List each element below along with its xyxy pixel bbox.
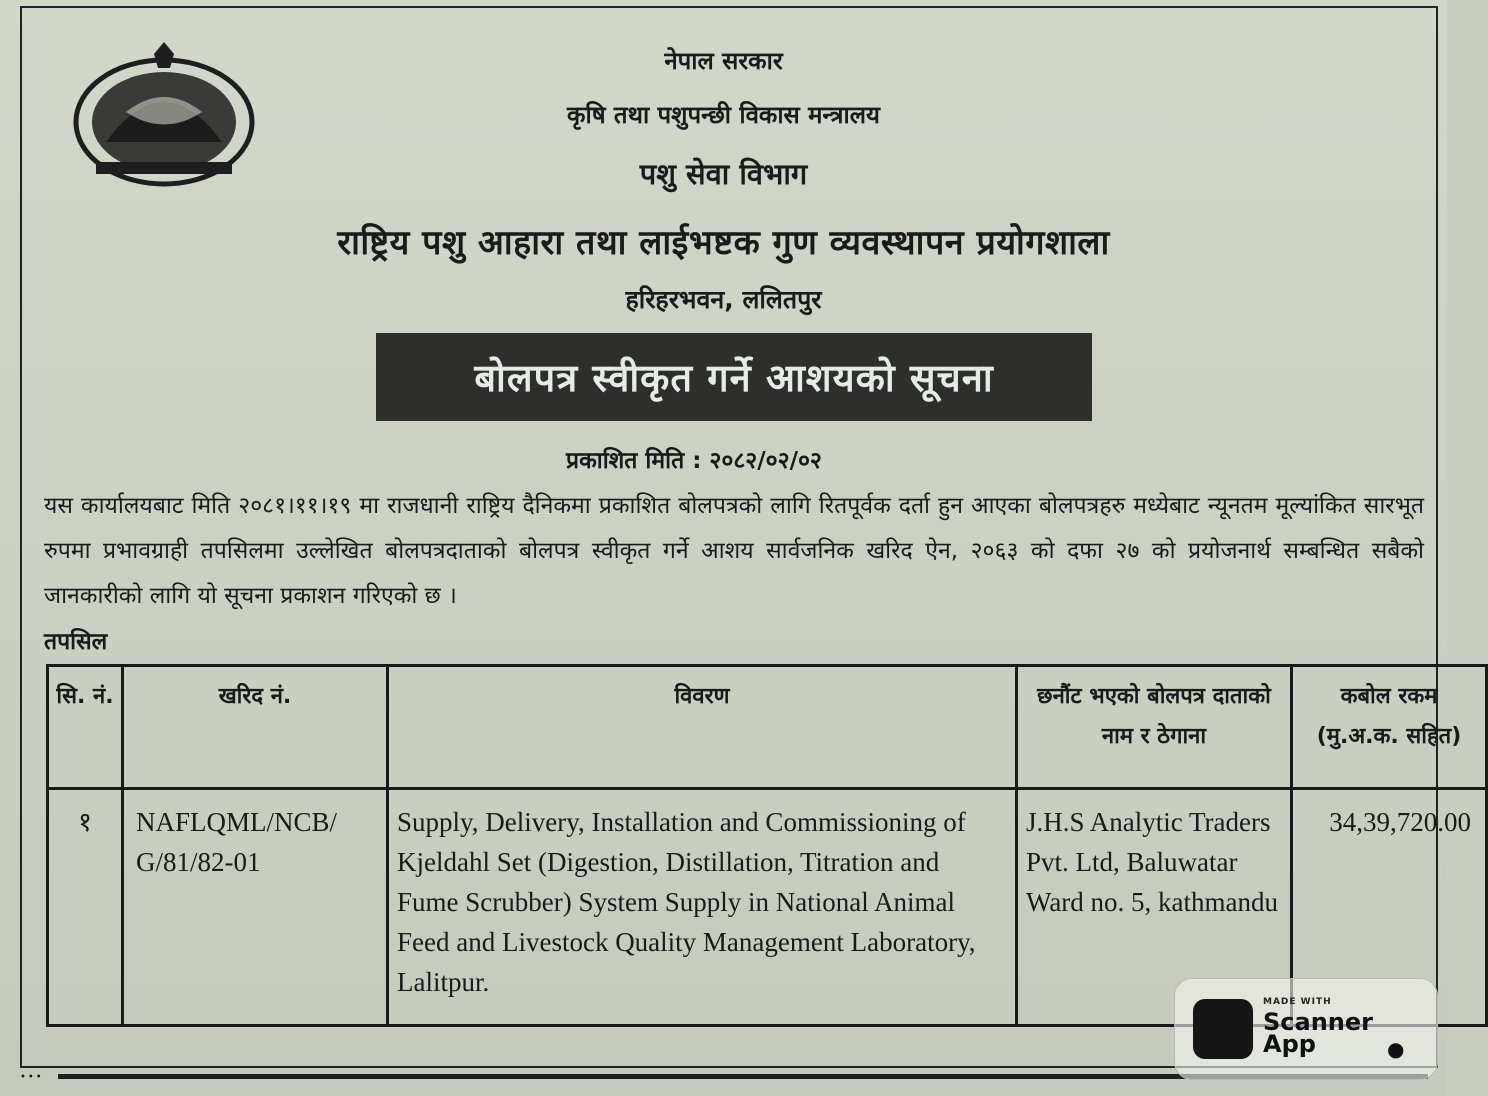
header-laboratory: राष्ट्रिय पशु आहारा तथा लाईभष्टक गुण व्यवस्थापन प्रयोगशाला: [337, 223, 1110, 263]
page-edge-dots: •••: [20, 1072, 44, 1083]
header-ministry: कृषि तथा पशुपन्छी विकास मन्त्रालय: [567, 101, 880, 129]
cell-serial: १: [48, 789, 123, 1026]
watermark-made-with: MADE WITH: [1263, 997, 1332, 1007]
header-amount: कबोल रकम (मु.अ.क. सहित): [1292, 666, 1487, 789]
header-address: हरिहरभवन, ललितपुर: [625, 285, 822, 314]
bid-table: [46, 664, 1488, 1027]
watermark-name-line1: Scanner: [1263, 1008, 1373, 1036]
apple-icon: ●: [1387, 1037, 1405, 1061]
cell-purchase-no: NAFLQML/NCB/ G/81/82-01: [123, 789, 388, 1026]
header-description: विवरण: [388, 666, 1017, 789]
scanner-app-icon: [1193, 999, 1253, 1059]
watermark-app-name: [1263, 1008, 1373, 1058]
header-bidder: छनौंट भएको बोलपत्र दाताको नाम र ठेगाना: [1017, 666, 1292, 789]
cell-description: Supply, Delivery, Installation and Commissioning of Kjeldahl Set (Digestion, Distillation, Titration and Fume Scrubber) System Supply in National Animal Feed and Livestock Quality Management Laboratory, Lalitpur.: [388, 789, 1017, 1026]
details-label: तपसिल: [44, 629, 108, 655]
cell-bidder: J.H.S Analytic Traders Pvt. Ltd, Baluwatar Ward no. 5, kathmandu: [1017, 789, 1292, 1026]
cell-amount: 34,39,720.00: [1292, 789, 1487, 1026]
header-department: पशु सेवा विभाग: [639, 157, 808, 191]
scanner-app-watermark: [1174, 978, 1438, 1080]
header-government: नेपाल सरकार: [664, 47, 783, 75]
table-header-row: [48, 666, 1487, 789]
notice-body-paragraph: यस कार्यालयबाट मिति २०८१।११।१९ मा राजधानी राष्ट्रिय दैनिकमा प्रकाशित बोलपत्रको लागि रितपूर्वक दर्ता हुन आएका बोलपत्रहरु मध्येबाट न्यूनतम मूल्यांकित सारभूत रुपमा प्रभावग्राही तपसिलमा उल्लेखित बोलपत्रदाताको बोलपत्र स्वीकृत गर्ने आशय सार्वजनिक खरिद ऐन, २०६३ को दफा २७ को प्रयोजनार्थ सम्बन्धित सबैको जानकारीको लागि यो सूचना प्रकाशन गरिएको छ ।: [44, 493, 1424, 609]
published-date: प्रकाशित मिति : २०८२/०२/०२: [566, 448, 822, 474]
watermark-name-line2: App: [1263, 1030, 1316, 1058]
notice-title-banner: बोलपत्र स्वीकृत गर्ने आशयको सूचना: [376, 333, 1092, 421]
header-purchase-no: खरिद नं.: [123, 666, 388, 789]
header-serial: सि. नं.: [48, 666, 123, 789]
